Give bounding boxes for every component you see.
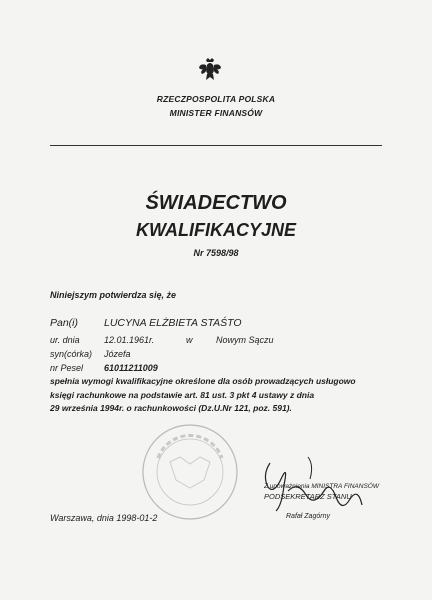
birth-place-label: w (186, 335, 193, 345)
qualification-statement (50, 375, 390, 416)
header-country: RZECZPOSPOLITA POLSKA (156, 94, 276, 104)
intro-text: Niniejszym potwierdza się, że (50, 290, 177, 300)
eagle-emblem-icon (197, 56, 223, 82)
certificate-number: Nr 7598/98 (193, 248, 239, 258)
signatory-name: Rafał Zagórny (286, 513, 330, 520)
pesel-number: 61011211009 (104, 363, 158, 373)
place-and-date: Warszawa, dnia 1998-01-2 (50, 513, 158, 523)
header-divider (50, 145, 382, 146)
birth-place: Nowym Sączu (216, 335, 274, 345)
person-name: LUCYNA ELŻBIETA STAŚTO (104, 317, 242, 329)
certificate-title: ŚWIADECTWO (145, 192, 287, 214)
statement-line: księgi rachunkowe na podstawie art. 81 ust. 3 pkt 4 ustawy z dnia (50, 389, 315, 400)
signature-position: PODSEKRETARZ STANU (264, 492, 352, 501)
certificate-subtitle: KWALIFIKACYJNE (135, 220, 296, 240)
round-seal (140, 422, 240, 522)
birth-date-label: ur. dnia (50, 335, 80, 345)
name-label: Pan(i) (50, 317, 79, 329)
parent-label: syn(córka) (50, 349, 93, 359)
statement-line: 29 września 1994r. o rachunkowości (Dz.U.Nr 121, poz. 591). (50, 403, 292, 413)
signature-block (258, 455, 378, 525)
statement-line: spełnia wymogi kwalifikacyjne określone dla osób prowadzących usługowo (50, 376, 356, 386)
parent-name: Józefa (104, 349, 131, 359)
pesel-label: nr Pesel (50, 363, 84, 373)
signature-authorization: Z upoważnienia MINISTRA FINANSÓW (264, 483, 379, 490)
birth-date: 12.01.1961r. (104, 335, 155, 345)
header-ministry: MINISTER FINANSÓW (169, 108, 263, 118)
